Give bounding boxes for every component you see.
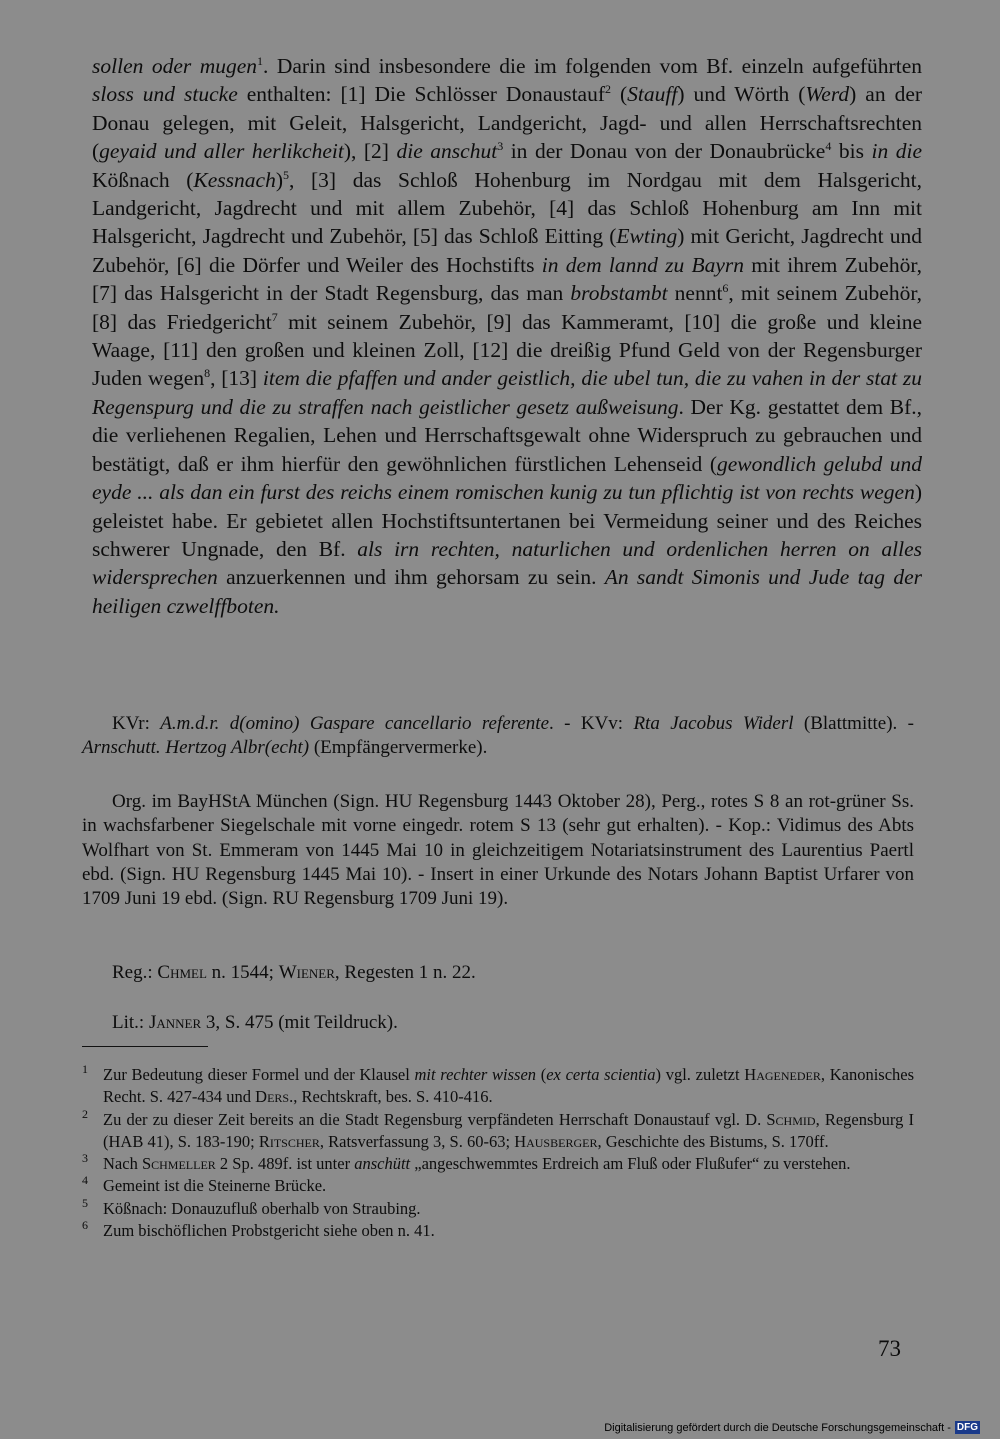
text-run: enthalten: [1] Die Schlösser Donaustauf	[237, 82, 606, 107]
footnote	[82, 1195, 914, 1220]
text-run: Zu der zu dieser Zeit bereits an die Stadt Regensburg verpfändeten Herrschaft Donaustauf vgl. D.	[103, 1109, 767, 1129]
text-run: , Regesten 1 n. 22.	[334, 962, 476, 983]
text-run: Nach	[103, 1154, 142, 1174]
footnote-number: 3	[82, 1151, 88, 1166]
italic-quote: die anschut	[396, 139, 498, 164]
footnote-ref: 3	[497, 139, 504, 154]
text-run: (	[536, 1065, 547, 1084]
text-run: „angeschwemmtes Erdreich am Fluß oder Flußufer“ zu verstehen.	[410, 1154, 851, 1174]
footnote	[82, 1175, 914, 1197]
footnote-number: 1	[82, 1062, 88, 1076]
text-run: Reg.:	[112, 962, 158, 983]
text-run: in der Donau von der Donaubrücke	[503, 139, 826, 164]
italic-quote: als irn rechten, naturlichen und ordenlichen herren on alles widersprechen	[92, 536, 923, 590]
text-run: anzuerkennen und ihm gehorsam zu sein.	[217, 565, 605, 590]
credit-text: Digitalisierung gefördert durch die Deutsche Forschungsgemeinschaft -	[604, 1421, 951, 1434]
italic-quote: Werd	[805, 82, 850, 107]
text-run: nennt	[667, 281, 723, 306]
regesten-note	[82, 961, 914, 985]
author-name: Chmel	[157, 962, 207, 983]
text-run: , Geschichte des Bistums, S. 170ff.	[597, 1131, 829, 1151]
italic-quote: brobstambt	[570, 281, 668, 306]
italic-quote: ex certa scientia	[546, 1065, 656, 1084]
text-run: ) und Wörth (	[677, 82, 806, 107]
italic-quote: Rta Jacobus Widerl	[633, 713, 794, 734]
italic-quote: An sandt Simonis und Jude tag der heiligen czwelffboten.	[92, 565, 922, 618]
text-run: mit seinem Zubehör, [9] das Kammeramt, [10] die große und kleine Waage, [11] den großen und kleinen Zoll, [12] die dreißig Pfund Geld von der Regensburger Juden wegen	[92, 309, 922, 391]
author-name: Ritscher	[258, 1131, 320, 1151]
text-run: , mit seinem Zubehör, [8] das Friedgericht	[92, 281, 922, 334]
italic-quote: Arnschutt. Hertzog Albr(echt)	[82, 737, 310, 759]
text-run: Lit.:	[112, 1012, 149, 1033]
text-run: . Der Kg. gestattet dem Bf., die verliehenen Regalien, Lehen und Herrschaftsgewalt ohne Widerspruch zu gebrauchen und bestätigt, daß er ihm hierfür den gewöhnlichen fürstlichen Lehenseid (	[92, 394, 922, 476]
text-run: ) mit Gericht, Jagdrecht und Zubehör, [6] die Dörfer und Weiler des Hochstifts	[92, 224, 922, 277]
text-run: n. 1544;	[206, 962, 279, 983]
text-run: , [13]	[210, 366, 263, 391]
footnote	[82, 1106, 914, 1154]
italic-quote: A.m.d.r. d(omino) Gaspare cancellario referente	[160, 713, 550, 734]
footnote-ref: 7	[271, 309, 278, 324]
footnote-ref: 5	[283, 167, 290, 182]
text-run: , Regensburg I (HAB 41), S. 183-190;	[103, 1109, 914, 1151]
author-name: Schmeller	[141, 1154, 216, 1174]
text-run: Zum bischöflichen Probstgericht siehe oben n. 41.	[103, 1221, 435, 1241]
footnote-ref: 4	[825, 139, 832, 154]
dfg-logo: DFG	[956, 1422, 978, 1433]
footnote-ref: 8	[204, 366, 211, 381]
footnotes	[82, 1064, 914, 1242]
text-run: (	[611, 82, 628, 107]
text-run: mit ihrem Zubehör, [7] das Halsgericht in der Stadt Regensburg, das man	[92, 252, 922, 306]
text-run: 3, S. 475 (mit Teildruck).	[201, 1012, 398, 1033]
italic-quote: sollen oder mugen	[92, 54, 258, 78]
digitization-credit	[604, 1421, 980, 1434]
footnote	[82, 1220, 914, 1242]
text-run: Gemeint ist die Steinerne Brücke.	[103, 1176, 327, 1196]
regest-main-text	[92, 52, 922, 620]
text-run: (Empfängervermerke).	[309, 737, 488, 759]
author-name: Wiener	[278, 962, 335, 983]
text-run: Kößnach (	[92, 167, 194, 192]
italic-quote: geyaid und aller herlikcheit	[99, 139, 344, 164]
text-run: Kößnach: Donauzufluß oberhalb von Straubing.	[103, 1198, 421, 1218]
text-run: ) vgl. zuletzt	[655, 1065, 745, 1084]
text-run: Org. im BayHStA München (Sign. HU Regensburg 1443 Oktober 28), Perg., rotes S 8 an rot-grüner Ss. in wachsfarbener Siegelschale mit vorne eingedr. rotem S 13 (sehr gut erhalten). - Kop.: Vidimus des Abts Wolfhart von St. Emmeram von 1445 Mai 10 in gleichzeitigem Notariatsinstrument des Laurentius Paertl ebd. (Sign. HU Regensburg 1445 Mai 10). - Insert in einer Urkunde des Notars Johann Baptist Urfarer von 1709 Juni 19 ebd. (Sign. RU Regensburg 1709 Juni 19).	[82, 791, 914, 910]
text-run: (Blattmitte). -	[793, 713, 914, 734]
author-name: Janner	[148, 1012, 202, 1033]
footnote-number: 4	[82, 1173, 88, 1188]
italic-quote: item die pfaffen und ander geistlich, die ubel tun, die zu vahen in der stat zu Regenspurg und die zu straffen nach geistlicher gesetz außweisung	[92, 366, 922, 419]
text-run: , [3] das Schloß Hohenburg im Nordgau mit dem Halsgericht, Landgericht, Jagdrecht und mit allem Zubehör, [4] das Schloß Hohenburg am Inn mit Halsgericht, Jagdrecht und Zubehör, [5] das Schloß Eitting (	[92, 167, 922, 249]
author-name: Ders	[255, 1087, 290, 1107]
footnote	[82, 1153, 914, 1175]
text-run: bis	[831, 139, 872, 164]
italic-quote: in die	[871, 139, 922, 164]
footnote-ref: 2	[605, 82, 612, 97]
page-number: 73	[878, 1336, 901, 1361]
footnote-separator	[82, 1046, 208, 1047]
text-run: , Ratsverfassung 3, S. 60-63;	[319, 1131, 515, 1151]
author-name: Schmid	[766, 1109, 816, 1129]
text-run: . - KVv:	[549, 713, 634, 734]
footnote-number: 2	[82, 1106, 88, 1121]
text-run: KVr:	[112, 713, 161, 734]
kv-note	[82, 712, 914, 761]
text-run: )	[275, 167, 284, 192]
text-run: ), [2]	[343, 139, 397, 164]
main-paragraph	[92, 52, 922, 620]
italic-quote: mit rechter wissen	[414, 1065, 537, 1084]
italic-quote: sloss und stucke	[92, 82, 238, 107]
text-run: ) an der Donau gelegen, mit Geleit, Halsgericht, Landgericht, Jagd- und allen Herrschaftsrechten (	[92, 82, 923, 164]
literature-note	[82, 1011, 914, 1035]
italic-quote: anschütt	[354, 1154, 411, 1174]
italic-quote: Kessnach	[193, 167, 276, 192]
footnote	[82, 1064, 914, 1109]
text-run: ) geleistet habe. Er gebietet allen Hochstiftsuntertanen bei Vermeidung seiner und des Reiches schwerer Ungnade, den Bf.	[92, 480, 922, 561]
italic-quote: in dem lannd zu Bayrn	[541, 252, 745, 277]
original-note	[82, 790, 914, 911]
text-run: 2 Sp. 489f. ist unter	[215, 1154, 355, 1174]
footnote-ref: 6	[722, 281, 729, 296]
text-run: . Darin sind insbesondere die im folgenden vom Bf. einzeln aufgeführten	[263, 54, 922, 78]
author-name: Hageneder	[744, 1065, 821, 1084]
author-name: Hausberger	[514, 1131, 598, 1151]
footnote-number: 5	[82, 1195, 88, 1210]
footnote-number: 6	[82, 1218, 88, 1233]
italic-quote: Stauff	[627, 82, 678, 107]
italic-quote: gewondlich gelubd und eyde ... als dan ein furst des reichs einem romischen kunig zu tun pflichtig ist von rechts wegen	[92, 451, 922, 505]
italic-quote: Ewting	[616, 224, 678, 249]
footnote-ref: 1	[257, 53, 264, 68]
text-run: ., Rechtskraft, bes. S. 410-416.	[289, 1087, 493, 1107]
text-run: , Kanonisches Recht. S. 427-434 und	[103, 1065, 915, 1107]
text-run: Zur Bedeutung dieser Formel und der Klausel	[103, 1065, 415, 1084]
